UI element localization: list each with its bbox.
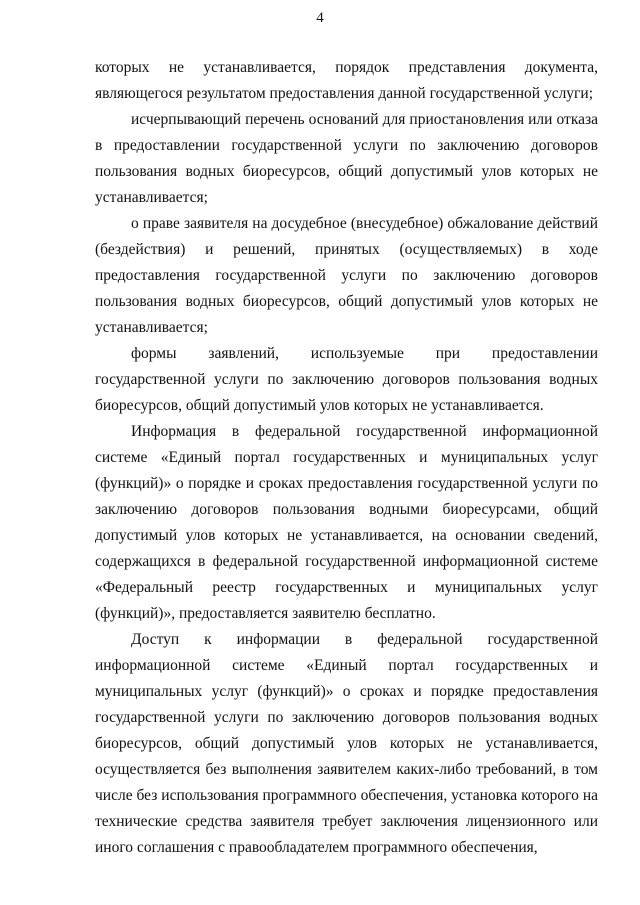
paragraph-application-forms: формы заявлений, используемые при предоставлении государственной услуги по заключению договоров пользования водных биоресурсов, общий допустимый улов которых не устанавливается. xyxy=(95,345,598,414)
paragraph-grounds-list: исчерпывающий перечень оснований для приостановления или отказа в предоставлении государственной услуги по заключению договоров пользования водных биоресурсов, общий допустимый улов которых не устанавливается; xyxy=(95,111,598,206)
document-body xyxy=(95,55,598,861)
page-number: 4 xyxy=(316,10,324,26)
paragraph-continuation: которых не устанавливается, порядок представления документа, являющегося результатом предоставления данной государственной услуги; xyxy=(95,59,598,102)
paragraph-appeal-rights: о праве заявителя на досудебное (внесудебное) обжалование действий (бездействия) и решений, принятых (осуществляемых) в ходе предоставления государственной услуги по заключению договоров пользования водных биоресурсов, общий допустимый улов которых не устанавливается; xyxy=(95,215,598,336)
paragraph-portal-information: Информация в федеральной государственной информационной системе «Единый портал государственных и муниципальных услуг (функций)» о порядке и сроках предоставления государственной услуги по заключению договоров пользования водными биоресурсами, общий допустимый улов которых не устанавливается, на основании сведений, содержащихся в федеральной государственной информационной системе «Федеральный реестр государственных и муниципальных услуг (функций)», предоставляется заявителю бесплатно. xyxy=(95,423,598,622)
paragraph-portal-access: Доступ к информации в федеральной государственной информационной системе «Единый портал государственных и муниципальных услуг (функций)» о сроках и порядке предоставления государственной услуги по заключению договоров пользования водных биоресурсов, общий допустимый улов которых не устанавливается, осуществляется без выполнения заявителем каких-либо требований, в том числе без использования программного обеспечения, установка которого на технические средства заявителя требует заключения лицензионного или иного соглашения с правообладателем программного обеспечения, xyxy=(95,631,598,856)
